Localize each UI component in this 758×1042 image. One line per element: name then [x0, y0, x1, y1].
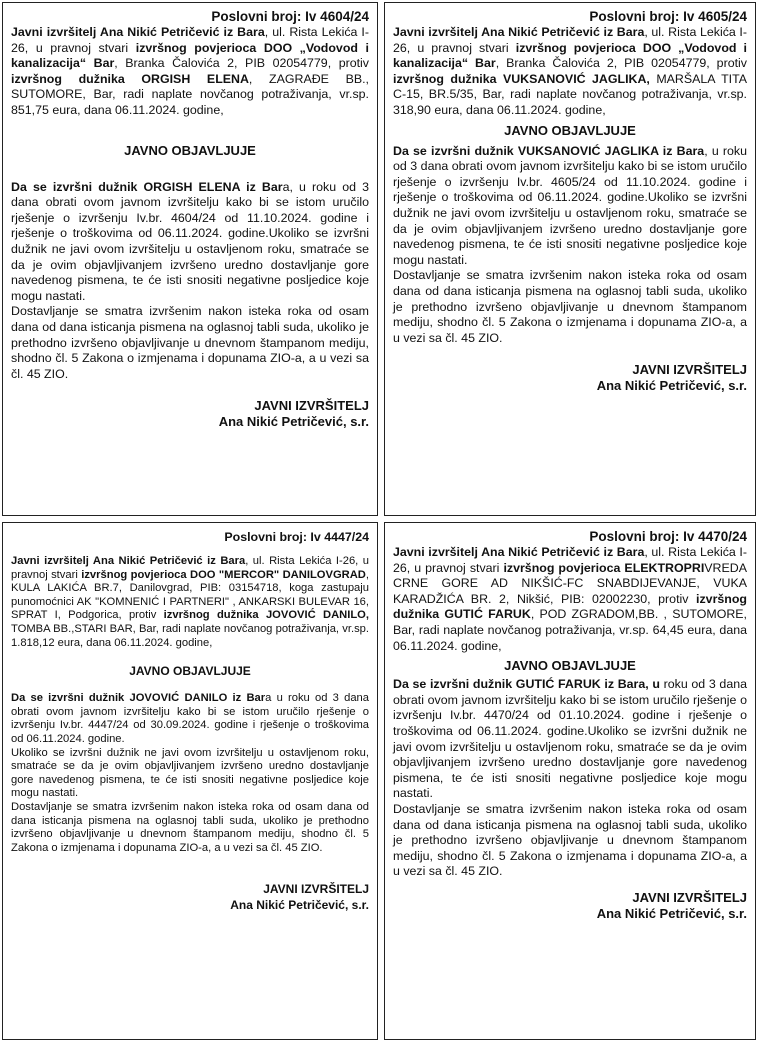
notice-delivery: Dostavljanje se smatra izvršenim nakon isteka roka od osam dana od dana isticanja pismena na oglasnoj tabli suda, ukoliko je prethodno izvršeno objavljivanje u dnevnom štampanom mediju, shodno čl. 5 Zakona o izmjenama i dopunama ZIO-a, a u vezi sa čl. 45 ZIO.	[393, 268, 747, 345]
signature-title: JAVNI IZVRŠITELJ	[632, 889, 747, 905]
notice-iv-4604	[2, 2, 378, 516]
notice-heading: JAVNO OBJAVLJUJE	[504, 122, 636, 138]
case-number: Poslovni broj: Iv 4604/24	[211, 9, 369, 24]
notice-delivery: Dostavljanje se smatra izvršenim nakon isteka roka od osam dana od dana isticanja pismena na oglasnoj tabli suda, ukoliko je prethodno izvršeno objavljivanje u dnevnom štampanom mediju, shodno čl. 5 Zakona o izmjenama i dopunama ZIO-a, a u vezi sa čl. 45 ZIO.	[393, 801, 747, 879]
signature-title: JAVNI IZVRŠITELJ	[632, 362, 747, 378]
notice-delivery: Dostavljanje se smatra izvršenim nakon isteka roka od osam dana od dana isticanja pismena na oglasnoj tabli suda, ukoliko je prethodno izvršeno objavljivanje u dnevnom štampanom mediju, shodno čl. 5 Zakona o izmjenama i dopunama ZIO-a, a u vezi sa čl. 45 ZIO.	[11, 304, 369, 381]
notice-heading: JAVNO OBJAVLJUJE	[129, 664, 251, 679]
notice-body: Da se izvršni dužnik ORGISH ELENA iz Bara, u roku od 3 dana obrati ovom javnom izvršitelju kako bi se istom uručilo rješenje o izvršenju Iv.br. 4604/24 od 11.10.2024. godine i rješenje o troškovima od 06.11.2024. godine.Ukoliko se izvršni dužnik ne javi ovom izvršitelju u ostavljenom roku, smatraće se da je ovim objavljivanjem izvršeno uredno dostavljanje gore navedenog pismena, te će isti snositi negativne posljedice koje mogu nastati.	[11, 179, 369, 303]
signature-name: Ana Nikić Petričević, s.r.	[596, 378, 747, 394]
notice-consequence: Ukoliko se izvršni dužnik ne javi ovom izvršitelju u ostavljenom roku, smatraće se da je ovim objavljivanjem izvršeno uredno dostavljanje gore navedenog pismena, te će isti snositi negativne posljedice koje mogu nastati.	[11, 746, 369, 800]
notice-intro: Javni izvršitelj Ana Nikić Petričević iz Bara, ul. Rista Lekića I-26, u pravnoj stvari izvršnog povjerioca DOO "MERCOR" DANILOVGRAD, KULA LAKIĆA BR.7, Danilovgrad, PIB: 03154718, koga zastupaju punomoćnici AK "KOMNENIĆ I PARTNERI" , ANKARSKI BULEVAR 16, SPRAT I, Podgorica, protiv izvršnog dužnika JOVOVIĆ DANILO, TOMBA BB.,STARI BAR, Bar, radi naplate novčanog potraživanja, vr.sp. 1.818,12 eura, dana 06.11.2024. godine,	[11, 555, 369, 649]
signature-title: JAVNI IZVRŠITELJ	[263, 882, 369, 897]
notice-intro: Javni izvršitelj Ana Nikić Petričević iz Bara, ul. Rista Lekića I-26, u pravnoj stvari izvršnog povjerioca ELEKTROPRIVREDA CRNE GORE AD NIKŠIĆ-FC SNABDIJEVANJE, VUKA KARADŽIĆA BR. 2, Nikšić, PIB: 02002230, protiv izvršnog dužnika GUTIĆ FARUK, POD ZGRADOM,BB. , SUTOMORE, Bar, radi naplate novčanog potraživanja, vr.sp. 64,45 eura, dana 06.11.2024. godine,	[393, 545, 748, 653]
signature-name: Ana Nikić Petričević, s.r.	[596, 905, 747, 921]
notice-body: Da se izvršni dužnik VUKSANOVIĆ JAGLIKA iz Bara, u roku od 3 dana obrati ovom javnom izvršitelju kako bi se istom uručilo rješenje o izvršenju Iv.br. 4605/24 od 11.10.2024. godine i rješenje o troškovima od 06.11.2024. godine.Ukoliko se izvršni dužnik ne javi ovom izvršitelju u ostavljenom roku, smatraće se da je ovim objavljivanjem izvršeno uredno dostavljanje gore navedenog pismena, te će isti snositi negativne posljedice koje mogu nastati.	[393, 143, 748, 267]
notice-intro: Javni izvršitelj Ana Nikić Petričević iz Bara, ul. Rista Lekića I-26, u pravnoj stvari izvršnog povjerioca DOO „Vodovod i kanalizacija“ Bar, Branka Čalovića 2, PIB 02054779, protiv izvršnog dužnika VUKSANOVIĆ JAGLIKA, MARŠALA TITA C-15, BR.5/35, Bar, radi naplate novčanog potraživanja, vr.sp. 318,90 eura, dana 06.11.2024. godine,	[393, 25, 748, 117]
notice-iv-4470	[384, 522, 756, 1040]
notice-iv-4605	[384, 2, 756, 516]
notice-iv-4447	[2, 522, 378, 1040]
notice-intro: Javni izvršitelj Ana Nikić Petričević iz Bara, ul. Rista Lekića I-26, u pravnoj stvari izvršnog povjerioca DOO „Vodovod i kanalizacija“ Bar, Branka Čalovića 2, PIB 02054779, protiv izvršnog dužnika ORGISH ELENA, ZAGRAĐE BB., SUTOMORE, Bar, radi naplate novčanog potraživanja, vr.sp. 851,75 eura, dana 06.11.2024. godine,	[11, 25, 370, 117]
notice-body: Da se izvršni dužnik GUTIĆ FARUK iz Bara, u roku od 3 dana obrati ovom javnom izvršitelju kako bi se istom uručilo rješenje o izvršenju Iv.br. 4470/24 od 01.10.2024. godine i rješenje o troškovima od 06.11.2024. godine.Ukoliko se izvršni dužnik ne javi ovom izvršitelju u ostavljenom roku, smatraće se da je ovim objavljivanjem izvršeno uredno dostavljanje gore navedenog pismena, te će isti snositi negativne posljedice koje mogu nastati.	[393, 677, 747, 801]
signature-name: Ana Nikić Petričević, s.r.	[230, 898, 369, 913]
signature-name: Ana Nikić Petričević, s.r.	[218, 414, 369, 430]
notice-heading: JAVNO OBJAVLJUJE	[124, 142, 256, 158]
case-number: Poslovni broj: Iv 4447/24	[224, 530, 369, 544]
signature-title: JAVNI IZVRŠITELJ	[254, 398, 369, 414]
notice-delivery: Dostavljanje se smatra izvršenim nakon isteka roka od osam dana od dana isticanja pismena na oglasnoj tabli suda, ukoliko je prethodno izvršeno objavljivanje u dnevnom štampanom mediju, shodno čl. 5 Zakona o izmjenama i dopunama ZIO-a, a u vezi sa čl. 45 ZIO.	[11, 800, 369, 854]
case-number: Poslovni broj: Iv 4605/24	[589, 9, 747, 24]
notice-heading: JAVNO OBJAVLJUJE	[504, 658, 636, 674]
case-number: Poslovni broj: Iv 4470/24	[589, 529, 747, 544]
notice-body: Da se izvršni dužnik JOVOVIĆ DANILO iz Bara u roku od 3 dana obrati ovom javnom izvršitelju kako bi se istom uručilo rješenje o izvršenju Iv.br. 4447/24 od 30.09.2024. godine i rješenje o troškovima od 06.11.2024. godine.	[11, 692, 369, 745]
